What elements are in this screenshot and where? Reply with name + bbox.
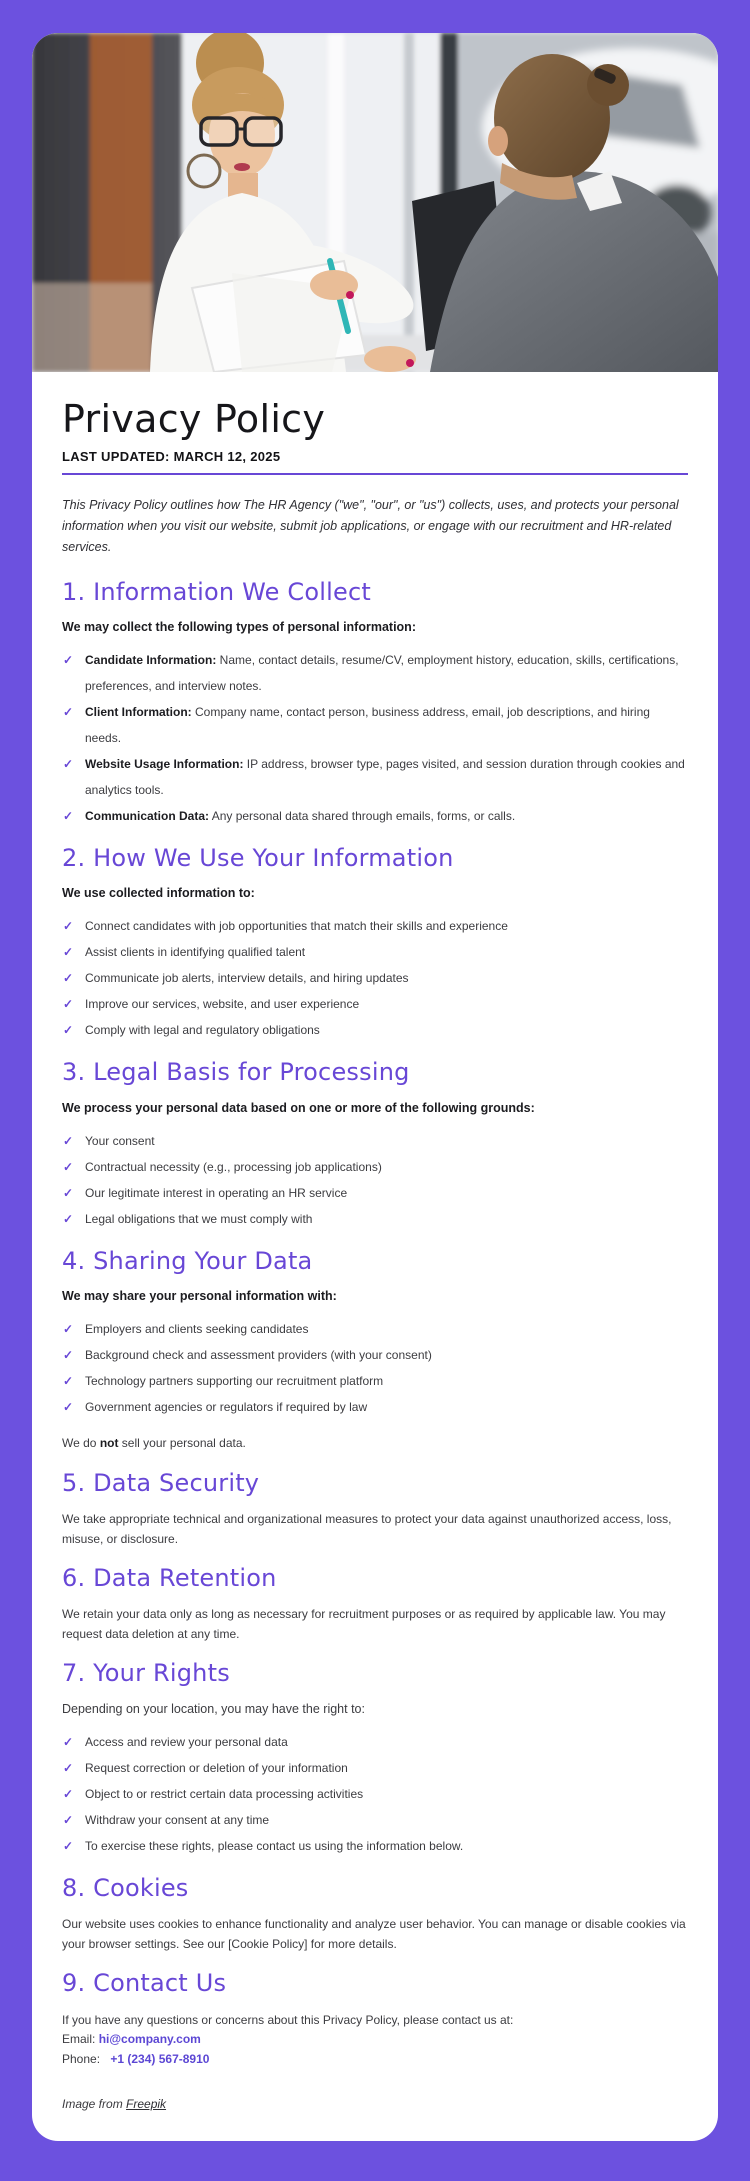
list-item-text: Withdraw your consent at any time: [85, 1812, 270, 1827]
list-item: [62, 1807, 688, 1833]
section-contact-us: [62, 1970, 688, 2069]
checklist: [62, 1729, 688, 1859]
check-icon: ✓: [63, 704, 74, 719]
section-heading: 3. Legal Basis for Processing: [62, 1058, 410, 1087]
list-item-text: Connect candidates with job opportunities that match their skills and experience: [85, 919, 508, 934]
list-item: ✓ Candidate Information: Name, contact details, resume/CV, employment history, education, skills, certifications, preferences, and interview notes.: [62, 647, 688, 699]
phone-label: Phone:: [62, 2051, 104, 2066]
check-icon: ✓: [63, 1159, 74, 1174]
list-item-text: Name, contact details, resume/CV, employment history, education, skills, certifications, preferences, and interview notes.: [85, 652, 679, 693]
check-icon: ✓: [63, 997, 74, 1012]
check-icon: ✓: [63, 919, 74, 934]
check-icon: ✓: [63, 1133, 74, 1148]
section-lead: We process your personal data based on one or more of the following grounds:: [62, 1100, 535, 1115]
list-item-text: Contractual necessity (e.g., processing job applications): [85, 1159, 382, 1174]
check-icon: ✓: [63, 1322, 74, 1337]
list-item-text: Employers and clients seeking candidates: [85, 1322, 309, 1337]
list-item: [62, 965, 688, 991]
section-lead: We may collect the following types of personal information:: [62, 619, 416, 634]
body-paragraph: We retain your data only as long as necessary for recruitment purposes or as required by applicable law. You may request data deletion at any time.: [62, 1607, 666, 1641]
section-your-rights: [62, 1660, 688, 1858]
check-icon: ✓: [63, 971, 74, 986]
check-icon: ✓: [63, 808, 74, 823]
list-item: [62, 1755, 688, 1781]
list-item-text: To exercise these rights, please contact us using the information below.: [85, 1838, 464, 1853]
check-icon: ✓: [63, 1400, 74, 1415]
section-heading: 4. Sharing Your Data: [62, 1246, 313, 1275]
intro-paragraph: This Privacy Policy outlines how The HR Agency ("we", "our", or "us") collects, uses, and protects your personal information when you visit our website, submit job applications, or engage with our recruitment and HR-related services.: [62, 497, 679, 555]
list-item-text: Object to or restrict certain data processing activities: [85, 1786, 364, 1801]
list-item: [62, 1368, 688, 1394]
list-item: [62, 1394, 688, 1420]
list-item-text: Legal obligations that we must comply with: [85, 1211, 313, 1226]
checklist: [62, 647, 688, 829]
list-item-text: Comply with legal and regulatory obligations: [85, 1023, 320, 1038]
list-item: ✓ Client Information: Company name, contact person, business address, email, job descriptions, and hiring needs.: [62, 699, 688, 751]
section-legal-basis: [62, 1059, 688, 1231]
body-paragraph: Our website uses cookies to enhance functionality and analyze user behavior. You can manage or disable cookies via your browser settings. See our [Cookie Policy] for more details.: [62, 1917, 686, 1951]
section-information-we-collect: [62, 579, 688, 829]
section-heading: 2. How We Use Your Information: [62, 843, 454, 872]
list-item: [62, 1154, 688, 1180]
section-data-security: [62, 1470, 688, 1549]
check-icon: ✓: [63, 1786, 74, 1801]
contact-intro: If you have any questions or concerns about this Privacy Policy, please contact us at:: [62, 2012, 514, 2027]
list-item: [62, 913, 688, 939]
section-cookies: [62, 1875, 688, 1954]
body-paragraph: We take appropriate technical and organizational measures to protect your data against unauthorized access, loss, misuse, or disclosure.: [62, 1512, 672, 1546]
section-heading: 7. Your Rights: [62, 1659, 230, 1688]
list-item: [62, 1128, 688, 1154]
check-icon: ✓: [63, 1348, 74, 1363]
section-lead: Depending on your location, you may have the right to:: [62, 1701, 365, 1716]
list-item-text: Your consent: [85, 1133, 155, 1148]
hero-photo-illustration: [32, 33, 718, 372]
list-item: [62, 1729, 688, 1755]
hero-image: [32, 33, 718, 372]
section-heading: 6. Data Retention: [62, 1564, 277, 1593]
check-icon: ✓: [63, 1734, 74, 1749]
image-credit: Image from Freepik: [62, 2097, 167, 2112]
check-icon: ✓: [63, 1812, 74, 1827]
list-item: [62, 939, 688, 965]
section-sharing-your-data: [62, 1248, 688, 1454]
email-link[interactable]: hi@company.com: [98, 2032, 201, 2047]
list-item: ✓ Communication Data: Any personal data shared through emails, forms, or calls.: [62, 803, 688, 829]
section-heading: 8. Cookies: [62, 1873, 189, 1902]
list-item-text: Company name, contact person, business address, email, job descriptions, and hiring needs.: [85, 704, 650, 745]
check-icon: ✓: [63, 1374, 74, 1389]
contact-phone-line: [62, 2050, 688, 2070]
list-item-text: Background check and assessment providers (with your consent): [85, 1348, 432, 1363]
list-item-text: Access and review your personal data: [85, 1734, 288, 1749]
list-item-text: Any personal data shared through emails, forms, or calls.: [209, 808, 516, 823]
section-how-we-use: [62, 845, 688, 1043]
section-heading: 5. Data Security: [62, 1468, 260, 1497]
list-item: [62, 1316, 688, 1342]
list-item-text: Assist clients in identifying qualified talent: [85, 945, 306, 960]
checklist: [62, 1316, 688, 1420]
section-heading: 1. Information We Collect: [62, 577, 371, 606]
check-icon: ✓: [63, 1838, 74, 1853]
list-item-text: IP address, browser type, pages visited, and session duration through cookies and analytics tools.: [85, 756, 685, 797]
checklist: [62, 1128, 688, 1232]
section-lead: We may share your personal information with:: [62, 1289, 337, 1304]
check-icon: ✓: [63, 756, 74, 771]
last-updated: LAST UPDATED: MARCH 12, 2025: [62, 448, 281, 464]
check-icon: ✓: [63, 1023, 74, 1038]
freepik-link[interactable]: Freepik: [126, 2097, 167, 2112]
list-item: [62, 1342, 688, 1368]
list-item-text: Technology partners supporting our recruitment platform: [85, 1374, 384, 1389]
contact-email-line: [62, 2030, 688, 2050]
phone-link[interactable]: +1 (234) 567-8910: [110, 2051, 210, 2066]
list-item: ✓ Website Usage Information: IP address, browser type, pages visited, and session duration through cookies and analytics tools.: [62, 751, 688, 803]
list-item: [62, 1180, 688, 1206]
list-item: [62, 991, 688, 1017]
list-item-text: Government agencies or regulators if required by law: [85, 1400, 368, 1415]
check-icon: ✓: [63, 945, 74, 960]
policy-card: [32, 33, 718, 2141]
section-heading: 9. Contact Us: [62, 1969, 227, 1998]
check-icon: ✓: [63, 1211, 74, 1226]
section-data-retention: [62, 1565, 688, 1644]
check-icon: ✓: [63, 652, 74, 667]
list-item-text: Request correction or deletion of your information: [85, 1760, 348, 1775]
list-item-text: Communicate job alerts, interview details, and hiring updates: [85, 971, 409, 986]
email-label: Email:: [62, 2032, 99, 2047]
list-item: [62, 1781, 688, 1807]
title-divider: [62, 473, 688, 475]
list-item: [62, 1833, 688, 1859]
page-title: Privacy Policy: [62, 397, 326, 441]
page-background: [0, 33, 750, 2181]
list-item-text: Our legitimate interest in operating an HR service: [85, 1185, 348, 1200]
no-sell-note: We do not sell your personal data.: [62, 1436, 246, 1451]
check-icon: ✓: [63, 1760, 74, 1775]
policy-content: [32, 372, 718, 2141]
checklist: [62, 913, 688, 1043]
check-icon: ✓: [63, 1185, 74, 1200]
list-item: [62, 1206, 688, 1232]
section-lead: We use collected information to:: [62, 886, 255, 901]
list-item: [62, 1017, 688, 1043]
list-item-text: Improve our services, website, and user experience: [85, 997, 360, 1012]
